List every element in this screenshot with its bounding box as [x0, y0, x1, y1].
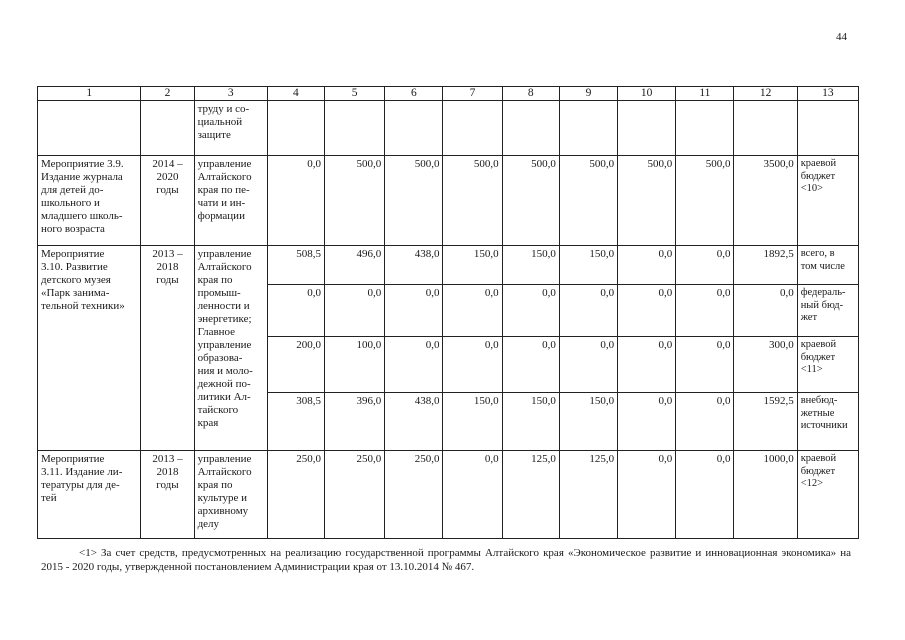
table-row-measure-3-11 — [38, 451, 859, 539]
value-cell: 0,0 — [385, 337, 443, 393]
value-cell: 0,0 — [502, 337, 559, 393]
value-cell: 0,0 — [676, 393, 734, 451]
value-cell: 0,0 — [559, 337, 617, 393]
executor-cell: труду и со- циальной защите — [194, 101, 267, 156]
value-cell: 200,0 — [267, 337, 324, 393]
value-cell: 500,0 — [676, 156, 734, 246]
total-cell: 1592,5 — [734, 393, 797, 451]
value-cell: 0,0 — [618, 246, 676, 285]
column-header: 1 — [38, 87, 141, 101]
value-cell: 0,0 — [676, 337, 734, 393]
value-cell: 0,0 — [502, 285, 559, 337]
column-header: 3 — [194, 87, 267, 101]
value-cell: 0,0 — [618, 285, 676, 337]
value-cell: 0,0 — [267, 156, 324, 246]
value-cell: 150,0 — [502, 393, 559, 451]
value-cell: 0,0 — [676, 285, 734, 337]
total-cell: 300,0 — [734, 337, 797, 393]
value-cell: 508,5 — [267, 246, 324, 285]
value-cell: 0,0 — [443, 451, 502, 539]
footnote: <1> За счет средств, предусмотренных на реализацию государственной программы Алтайского края «Экономическое развитие и инновационная экономика» на 2015 - 2020 годы, утвержденной постановлением Администрации края от 13.10.2014 № 467. — [41, 547, 851, 573]
value-cell: 0,0 — [676, 246, 734, 285]
funding-source-cell: краевой бюджет <12> — [797, 451, 858, 539]
value-cell: 150,0 — [559, 246, 617, 285]
value-cell: 0,0 — [618, 337, 676, 393]
funding-source-cell: федераль- ный бюд- жет — [797, 285, 858, 337]
measure-name-cell: Мероприятие 3.11. Издание ли- тературы для де- тей — [38, 451, 141, 539]
column-header: 11 — [676, 87, 734, 101]
measure-name-cell: Мероприятие 3.10. Развитие детского музея «Парк занима- тельной техники» — [38, 246, 141, 451]
value-cell: 250,0 — [385, 451, 443, 539]
funding-source-cell: внебюд- жетные источники — [797, 393, 858, 451]
total-cell: 0,0 — [734, 285, 797, 337]
value-cell: 150,0 — [443, 246, 502, 285]
value-cell: 150,0 — [559, 393, 617, 451]
value-cell: 500,0 — [618, 156, 676, 246]
column-number-header — [38, 87, 859, 101]
value-cell: 0,0 — [443, 285, 502, 337]
value-cell: 150,0 — [443, 393, 502, 451]
value-cell: 0,0 — [676, 451, 734, 539]
value-cell: 250,0 — [325, 451, 385, 539]
value-cell: 396,0 — [325, 393, 385, 451]
funding-source-cell: краевой бюджет <11> — [797, 337, 858, 393]
column-header: 8 — [502, 87, 559, 101]
value-cell: 500,0 — [559, 156, 617, 246]
column-header: 6 — [385, 87, 443, 101]
value-cell: 438,0 — [385, 246, 443, 285]
value-cell: 0,0 — [325, 285, 385, 337]
value-cell: 0,0 — [267, 285, 324, 337]
table-row-measure-3-10 — [38, 246, 859, 285]
years-cell: 2014 – 2020 годы — [141, 156, 194, 246]
value-cell: 500,0 — [502, 156, 559, 246]
years-cell: 2013 – 2018 годы — [141, 451, 194, 539]
value-cell: 308,5 — [267, 393, 324, 451]
column-header: 9 — [559, 87, 617, 101]
executor-cell: управление Алтайского края по промыш- ленности и энергетике; Главное управление образова- ния и моло- дежной по- литики Ал- тайского края — [194, 246, 267, 451]
value-cell: 125,0 — [502, 451, 559, 539]
table-row-continuation — [38, 101, 859, 156]
value-cell: 500,0 — [443, 156, 502, 246]
column-header: 13 — [797, 87, 858, 101]
budget-table — [37, 86, 859, 539]
value-cell: 438,0 — [385, 393, 443, 451]
total-cell: 1000,0 — [734, 451, 797, 539]
funding-source-cell: краевой бюджет <10> — [797, 156, 858, 246]
value-cell: 100,0 — [325, 337, 385, 393]
column-header: 4 — [267, 87, 324, 101]
value-cell: 0,0 — [443, 337, 502, 393]
total-cell: 3500,0 — [734, 156, 797, 246]
column-header: 7 — [443, 87, 502, 101]
value-cell: 0,0 — [618, 451, 676, 539]
value-cell: 0,0 — [559, 285, 617, 337]
column-header: 5 — [325, 87, 385, 101]
executor-cell: управление Алтайского края по культуре и архивному делу — [194, 451, 267, 539]
value-cell: 500,0 — [385, 156, 443, 246]
funding-source-cell: всего, в том числе — [797, 246, 858, 285]
value-cell: 500,0 — [325, 156, 385, 246]
executor-cell: управление Алтайского края по пе- чати и ин- формации — [194, 156, 267, 246]
years-cell: 2013 – 2018 годы — [141, 246, 194, 451]
page-number: 44 — [836, 31, 847, 43]
measure-name-cell — [38, 101, 141, 156]
value-cell: 150,0 — [502, 246, 559, 285]
value-cell: 496,0 — [325, 246, 385, 285]
value-cell: 125,0 — [559, 451, 617, 539]
column-header: 2 — [141, 87, 194, 101]
value-cell: 250,0 — [267, 451, 324, 539]
value-cell: 0,0 — [618, 393, 676, 451]
value-cell: 0,0 — [385, 285, 443, 337]
table-row-measure-3-9 — [38, 156, 859, 246]
column-header: 12 — [734, 87, 797, 101]
years-cell — [141, 101, 194, 156]
measure-name-cell: Мероприятие 3.9. Издание журнала для детей до- школьного и младшего школь- ного возраста — [38, 156, 141, 246]
total-cell: 1892,5 — [734, 246, 797, 285]
column-header: 10 — [618, 87, 676, 101]
